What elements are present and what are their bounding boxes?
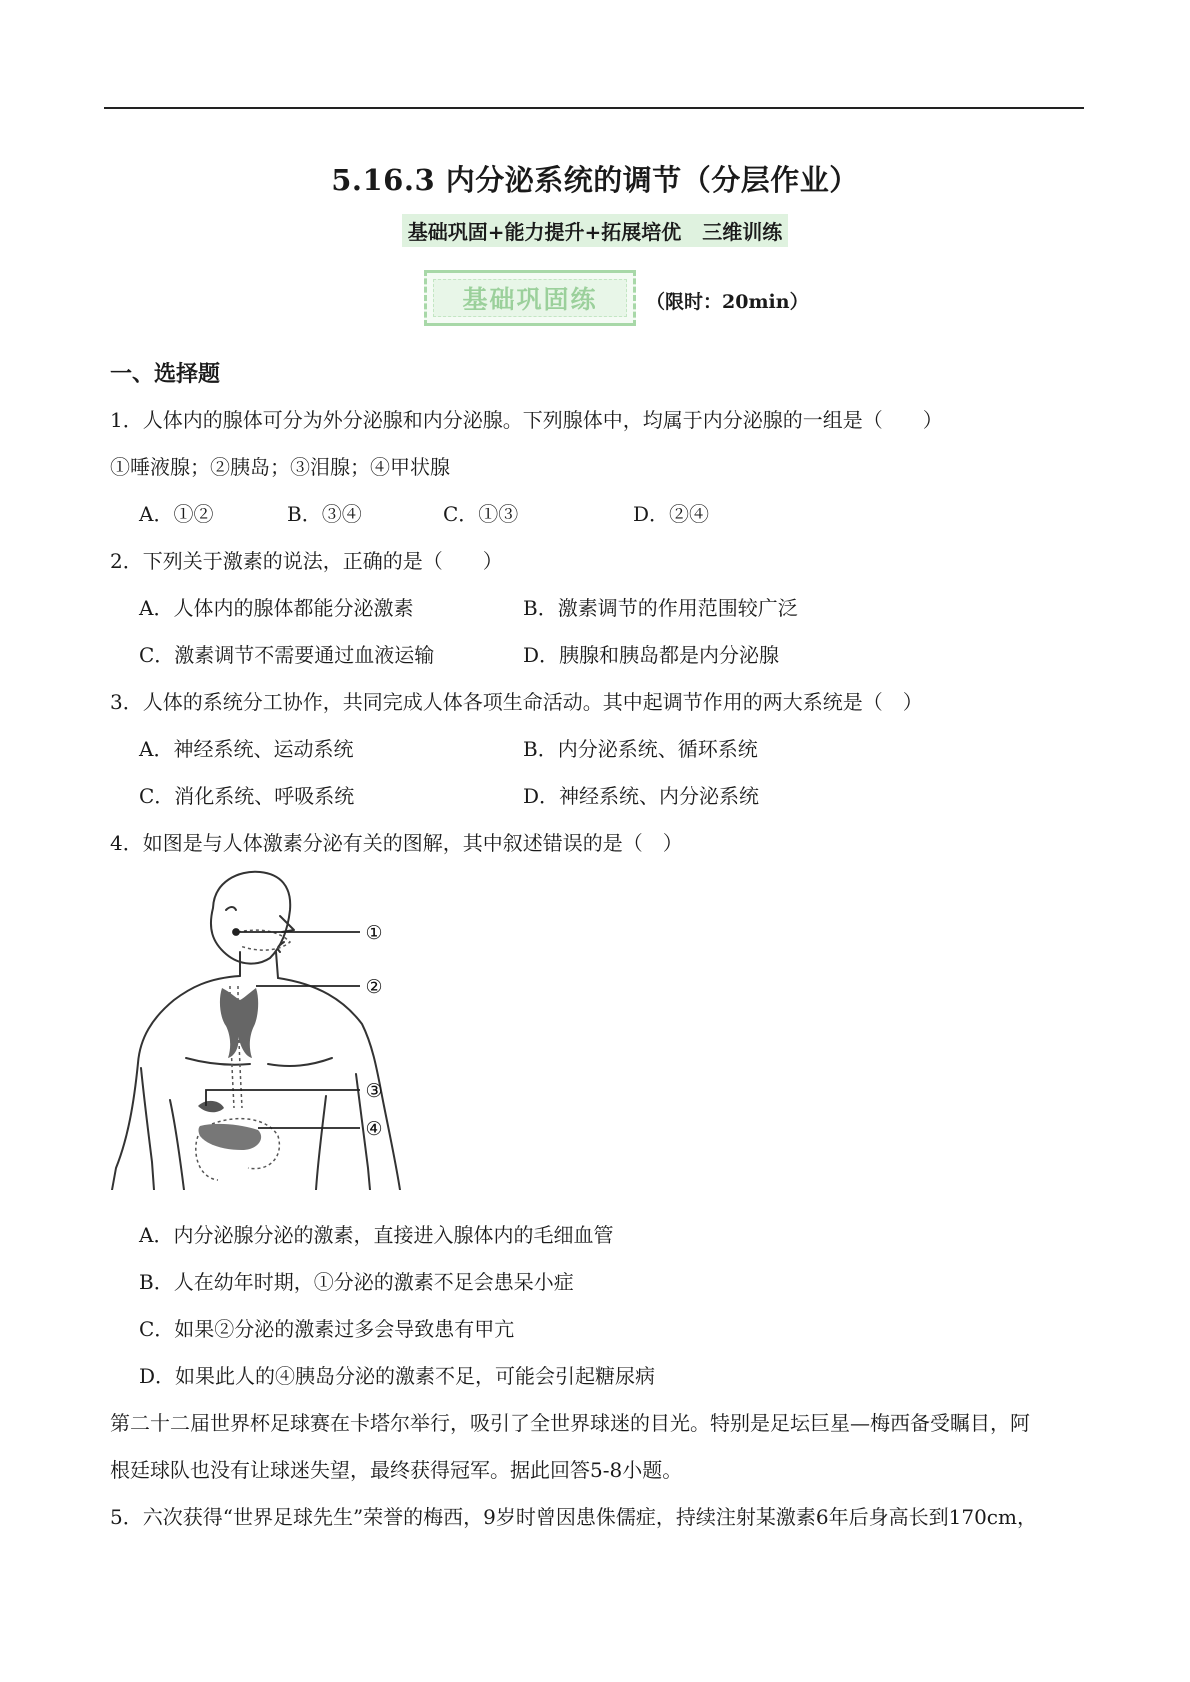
question-4-option-c[interactable]: C．如果②分泌的激素过多会导致患有甲亢 <box>139 1317 515 1341</box>
question-4-option-b[interactable]: B．人在幼年时期，①分泌的激素不足会患呆小症 <box>139 1270 574 1294</box>
question-3-option-b[interactable]: B．内分泌系统、循环系统 <box>523 737 758 761</box>
header-rule <box>104 107 1084 109</box>
passage-line-1: 第二十二届世界杯足球赛在卡塔尔举行，吸引了全世界球迷的目光。特别是足坛巨星—梅西备受瞩目，阿 <box>110 1411 1030 1435</box>
adrenal-gland <box>198 1101 224 1112</box>
question-2-option-c[interactable]: C．激素调节不需要通过血液运输 <box>139 643 435 667</box>
question-4-option-d[interactable]: D．如果此人的④胰岛分泌的激素不足，可能会引起糖尿病 <box>139 1364 656 1388</box>
endocrine-figure <box>108 868 428 1190</box>
question-3-option-d[interactable]: D．神经系统、内分泌系统 <box>523 784 760 808</box>
question-1-option-d[interactable]: D．②④ <box>633 502 710 526</box>
question-2-option-d[interactable]: D．胰腺和胰岛都是内分泌腺 <box>523 643 780 667</box>
question-2-option-a[interactable]: A．人体内的腺体都能分泌激素 <box>139 596 414 620</box>
question-1-option-c[interactable]: C．①③ <box>443 502 519 526</box>
pancreas <box>199 1124 262 1150</box>
question-2-stem: 2．下列关于激素的说法，正确的是（ ） <box>110 549 503 573</box>
subtitle-container <box>0 214 1190 247</box>
section-badge-inner <box>433 279 627 317</box>
question-3-option-c[interactable]: C．消化系统、呼吸系统 <box>139 784 355 808</box>
passage-line-2: 根廷球队也没有让球迷失望，最终获得冠军。据此回答5-8小题。 <box>110 1458 683 1482</box>
figure-label-4: ④ <box>365 1118 383 1140</box>
section-badge-label: 基础巩固练 <box>462 285 598 314</box>
question-1-stem: 1．人体内的腺体可分为外分泌腺和内分泌腺。下列腺体中，均属于内分泌腺的一组是（ ） <box>110 408 943 432</box>
section-badge <box>424 270 636 326</box>
section-heading: 一、选择题 <box>110 361 221 387</box>
figure-label-3: ③ <box>365 1080 383 1102</box>
page-title: 5.16.3 内分泌系统的调节（分层作业） <box>331 163 859 197</box>
question-4-stem: 4．如图是与人体激素分泌有关的图解，其中叙述错误的是（ ） <box>110 831 683 855</box>
time-limit: （限时：20min） <box>646 291 809 313</box>
question-3-option-a[interactable]: A．神经系统、运动系统 <box>139 737 354 761</box>
question-2-option-b[interactable]: B．激素调节的作用范围较广泛 <box>523 596 798 620</box>
question-5-stem: 5．六次获得“世界足球先生”荣誉的梅西，9岁时曾因患侏儒症，持续注射某激素6年后身高长到170cm， <box>110 1505 1037 1529</box>
question-1-items: ①唾液腺；②胰岛；③泪腺；④甲状腺 <box>110 455 450 479</box>
question-1-option-a[interactable]: A．①② <box>139 502 214 526</box>
question-4-option-a[interactable]: A．内分泌腺分泌的激素，直接进入腺体内的毛细血管 <box>139 1223 614 1247</box>
question-3-stem: 3．人体的系统分工协作，共同完成人体各项生命活动。其中起调节作用的两大系统是（ ） <box>110 690 923 714</box>
page-subtitle: 基础巩固+能力提升+拓展培优 三维训练 <box>402 214 788 247</box>
question-1-option-b[interactable]: B．③④ <box>287 502 362 526</box>
figure-label-1: ① <box>365 922 383 944</box>
human-endocrine-diagram <box>108 868 428 1190</box>
figure-label-2: ② <box>365 976 383 998</box>
